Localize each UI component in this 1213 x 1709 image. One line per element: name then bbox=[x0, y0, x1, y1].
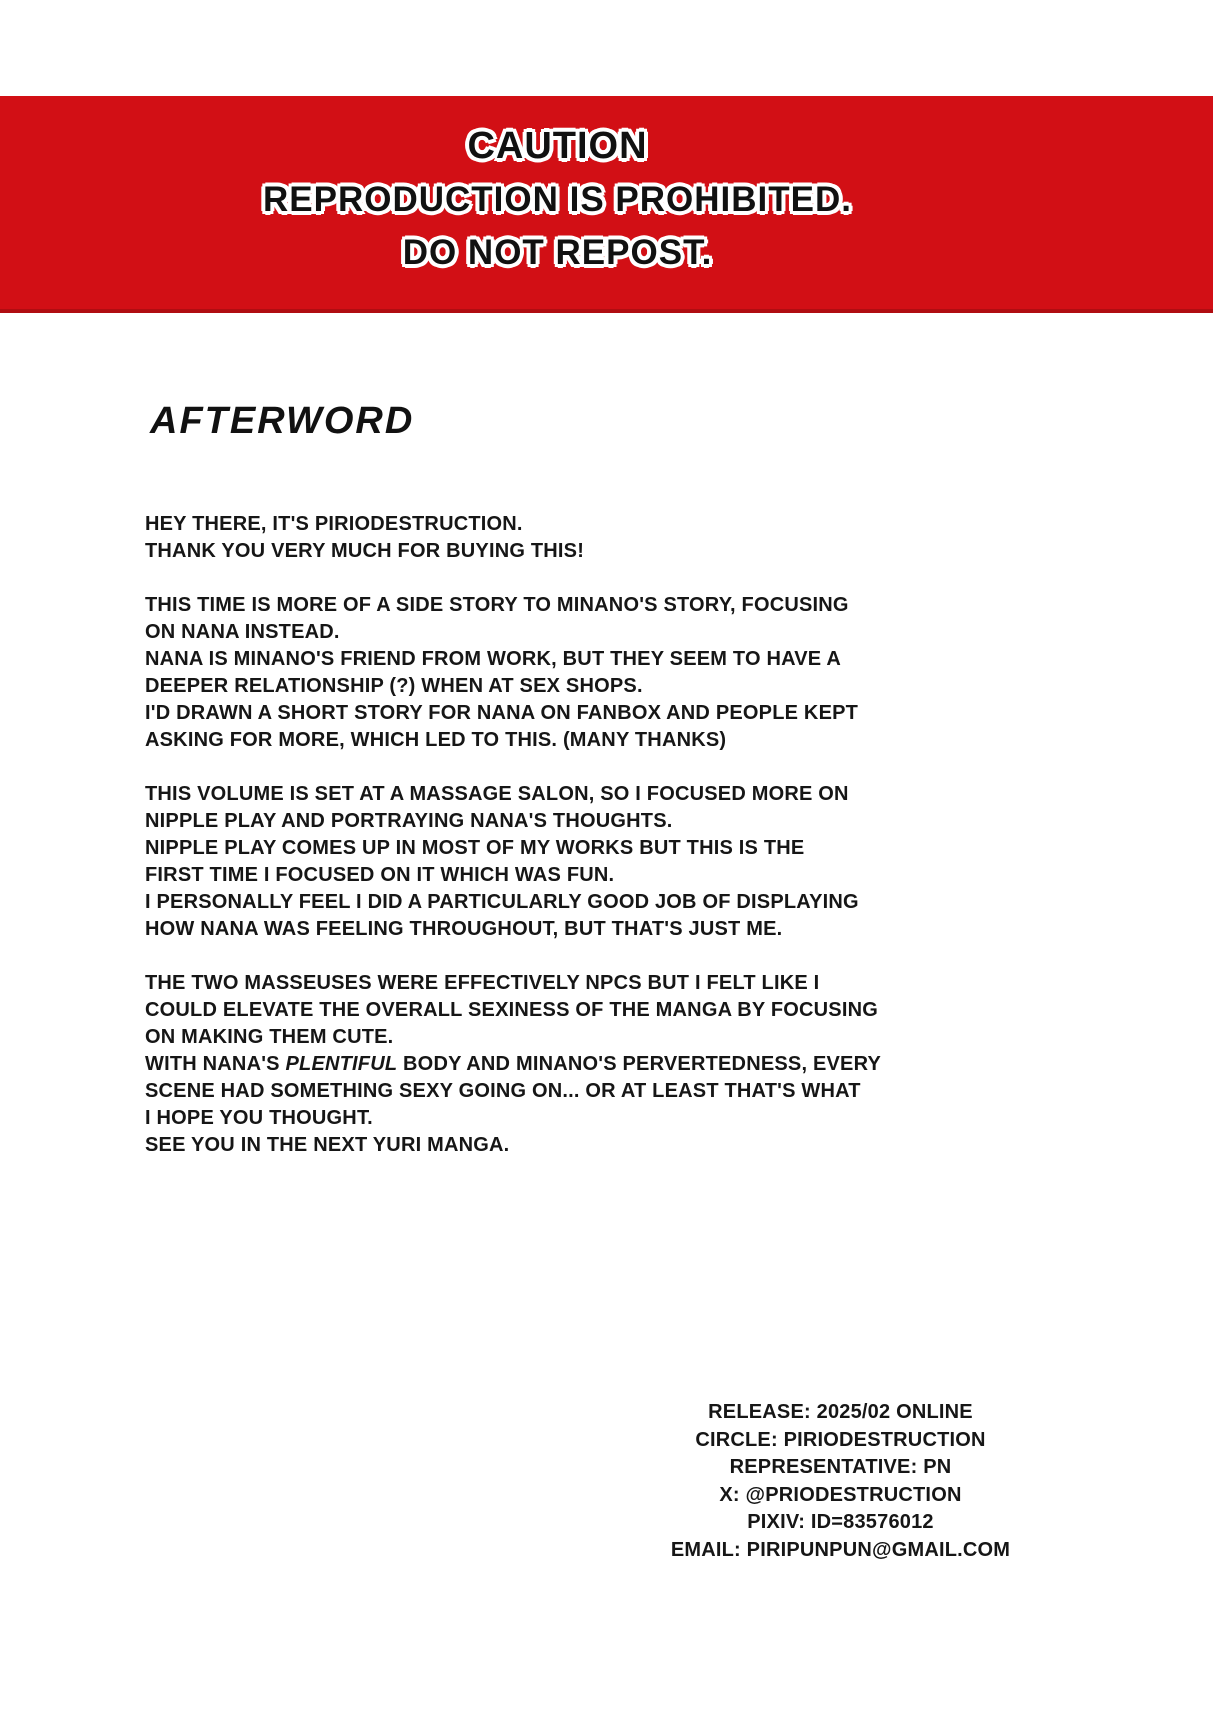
afterword-heading: AFTERWORD bbox=[150, 400, 415, 442]
text-line: DEEPER RELATIONSHIP (?) WHEN AT SEX SHOPS. bbox=[145, 675, 643, 697]
colophon-email-line: EMAIL: PIRIPUNPUN@GMAIL.COM bbox=[670, 1538, 1011, 1561]
caution-no-reproduction-line: REPRODUCTION IS PROHIBITED. bbox=[263, 180, 852, 219]
text-line: THIS TIME IS MORE OF A SIDE STORY TO MINANO'S STORY, FOCUSING bbox=[145, 594, 849, 616]
text-line: ON NANA INSTEAD. bbox=[145, 621, 340, 643]
colophon-pixiv-line: PIXIV: ID=83576012 bbox=[747, 1511, 934, 1533]
paragraph-about-volume bbox=[145, 781, 1075, 943]
afterword-body bbox=[145, 511, 1075, 1186]
text-line: I'D DRAWN A SHORT STORY FOR NANA ON FANBOX AND PEOPLE KEPT bbox=[145, 702, 859, 724]
emphasized-word: PLENTIFUL bbox=[285, 1053, 398, 1075]
caution-banner-text bbox=[0, 120, 1115, 279]
colophon-circle-line: CIRCLE: PIRIODESTRUCTION bbox=[695, 1428, 986, 1451]
text-line: HEY THERE, IT'S PIRIODESTRUCTION. bbox=[145, 513, 523, 535]
text-line: THIS VOLUME IS SET AT A MASSAGE SALON, SO I FOCUSED MORE ON bbox=[145, 783, 849, 805]
caution-title: CAUTION bbox=[467, 125, 648, 167]
paragraph-greeting bbox=[145, 511, 1075, 565]
text-line: I HOPE YOU THOUGHT. bbox=[145, 1107, 373, 1129]
text-line: SEE YOU IN THE NEXT YURI MANGA. bbox=[145, 1134, 510, 1156]
text-line: THANK YOU VERY MUCH FOR BUYING THIS! bbox=[145, 540, 585, 562]
colophon bbox=[558, 1399, 1123, 1564]
colophon-representative-line: REPRESENTATIVE: PN bbox=[729, 1456, 952, 1478]
caution-banner bbox=[0, 96, 1213, 313]
text-line: NIPPLE PLAY AND PORTRAYING NANA'S THOUGHTS. bbox=[145, 810, 673, 832]
caution-no-repost-line: DO NOT REPOST. bbox=[402, 233, 713, 272]
text-line: FIRST TIME I FOCUSED ON IT WHICH WAS FUN. bbox=[145, 864, 615, 886]
text-line: I PERSONALLY FEEL I DID A PARTICULARLY GOOD JOB OF DISPLAYING bbox=[145, 891, 859, 913]
text-line: SCENE HAD SOMETHING SEXY GOING ON... OR AT LEAST THAT'S WHAT bbox=[145, 1080, 861, 1102]
text-line: ON MAKING THEM CUTE. bbox=[145, 1026, 394, 1048]
text-line: THE TWO MASSEUSES WERE EFFECTIVELY NPCS BUT I FELT LIKE I bbox=[145, 972, 820, 994]
paragraph-about-characters bbox=[145, 970, 1075, 1159]
text-line-with-emphasis bbox=[145, 1051, 1075, 1078]
text-line: HOW NANA WAS FEELING THROUGHOUT, BUT THAT'S JUST ME. bbox=[145, 918, 783, 940]
colophon-release-line: RELEASE: 2025/02 ONLINE bbox=[708, 1401, 973, 1423]
paragraph-about-story bbox=[145, 592, 1075, 754]
text-line: COULD ELEVATE THE OVERALL SEXINESS OF THE MANGA BY FOCUSING bbox=[145, 999, 878, 1021]
text-line: NANA IS MINANO'S FRIEND FROM WORK, BUT THEY SEEM TO HAVE A bbox=[145, 648, 842, 670]
text-segment: WITH NANA'S bbox=[145, 1053, 286, 1075]
text-line: NIPPLE PLAY COMES UP IN MOST OF MY WORKS BUT THIS IS THE bbox=[145, 837, 805, 859]
text-line: ASKING FOR MORE, WHICH LED TO THIS. (MANY THANKS) bbox=[145, 729, 727, 751]
colophon-x-account-line: X: @PRIODESTRUCTION bbox=[719, 1483, 962, 1506]
text-segment: BODY AND MINANO'S PERVERTEDNESS, EVERY bbox=[397, 1053, 882, 1075]
